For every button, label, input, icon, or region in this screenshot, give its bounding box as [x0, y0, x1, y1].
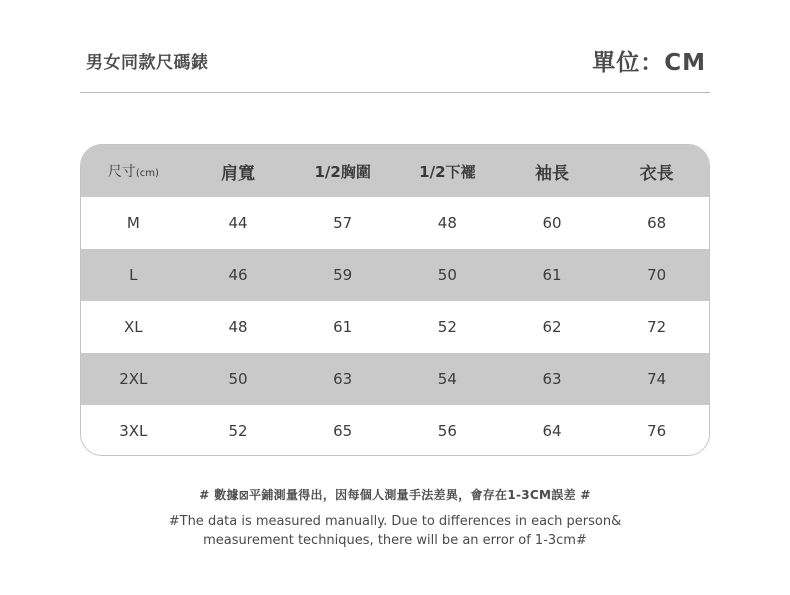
size-cell: XL: [124, 318, 143, 336]
value-cell: 52: [437, 318, 457, 336]
size-cell: L: [129, 266, 138, 284]
column-header-sleeve: 袖長: [535, 163, 570, 184]
value-cell: 70: [647, 266, 667, 284]
measurement-note-english: #The data is measured manually. Due to differences in each person& measurement techniques, there will be an error of 1-3cm#: [168, 514, 622, 548]
value-cell: 61: [542, 266, 562, 284]
value-cell: 50: [437, 266, 457, 284]
column-header-size: [81, 161, 186, 181]
value-cell: 64: [542, 422, 562, 440]
value-cell: 61: [333, 318, 353, 336]
value-cell: 50: [228, 370, 248, 388]
size-table: [80, 144, 710, 456]
value-cell: 48: [437, 214, 457, 232]
value-cell: 54: [437, 370, 457, 388]
column-header-size-unit: (cm): [135, 168, 159, 179]
column-header-shoulder: 肩寬: [221, 163, 255, 184]
value-cell: 44: [228, 214, 248, 232]
size-cell: M: [126, 214, 140, 232]
size-cell: 3XL: [119, 422, 148, 440]
column-header-size-label: 尺寸: [107, 164, 136, 180]
table-row: [81, 249, 709, 301]
column-header-length: 衣長: [639, 163, 674, 184]
measurement-note-chinese: # 數據⊠平鋪測量得出，因每個人測量手法差異，會存在1-3CM誤差 #: [199, 488, 591, 502]
value-cell: 68: [647, 214, 667, 232]
value-cell: 59: [333, 266, 353, 284]
value-cell: 74: [647, 370, 667, 388]
value-cell: 57: [333, 214, 353, 232]
value-cell: 62: [542, 318, 562, 336]
table-header-row: [81, 145, 709, 197]
value-cell: 72: [647, 318, 667, 336]
header-divider: [80, 92, 710, 93]
table-row: [81, 301, 709, 353]
table-row: [81, 353, 709, 405]
value-cell: 46: [228, 266, 248, 284]
value-cell: 52: [228, 422, 248, 440]
value-cell: 63: [542, 370, 562, 388]
size-cell: 2XL: [119, 370, 148, 388]
value-cell: 65: [333, 422, 353, 440]
value-cell: 48: [228, 318, 248, 336]
value-cell: 76: [647, 422, 667, 440]
column-header-half-chest: 1/2胸圍: [314, 162, 371, 181]
value-cell: 56: [437, 422, 457, 440]
chart-title: 男女同款尺碼錶: [86, 53, 209, 73]
unit-label: 單位：CM: [592, 50, 706, 76]
table-row: [81, 405, 709, 456]
value-cell: 60: [542, 214, 562, 232]
table-row: [81, 197, 709, 249]
value-cell: 63: [333, 370, 353, 388]
column-header-half-hem: 1/2下襬: [419, 162, 476, 181]
